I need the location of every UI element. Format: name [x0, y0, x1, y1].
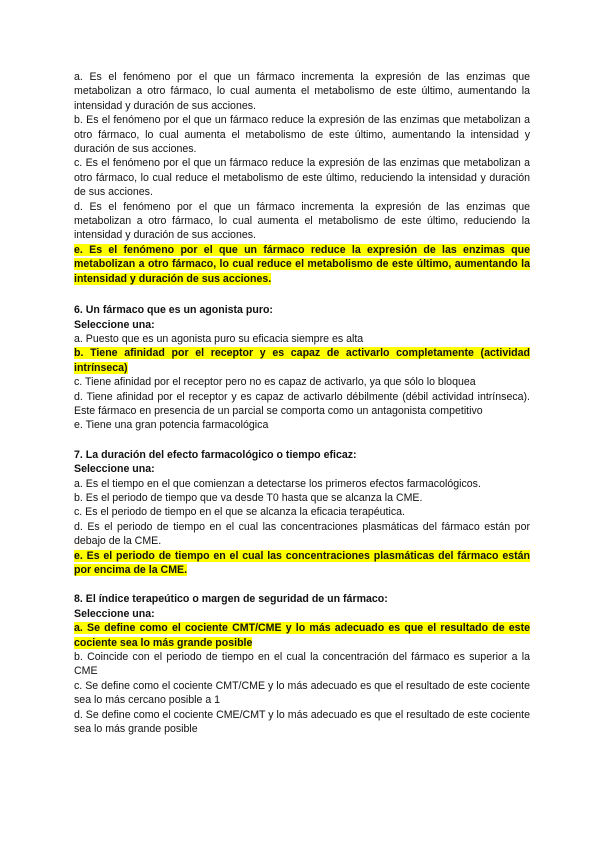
answer-option: a. Es el tiempo en el que comienzan a detectarse los primeros efectos farmacológicos.: [74, 477, 481, 490]
answer-option: b. Coincide con el periodo de tiempo en el cual la concentración del fármaco es superior a la CME: [74, 651, 530, 678]
answer-option: d. Es el periodo de tiempo en el cual las concentraciones plasmáticas del fármaco están por debajo de la CME.: [74, 520, 530, 548]
answer-option: a. Puesto que es un agonista puro su eficacia siempre es alta: [74, 332, 364, 345]
answer-option: b. Es el periodo de tiempo que va desde T0 hasta que se alcanza la CME.: [74, 491, 423, 504]
answer-option: a. Es el fenómeno por el que un fármaco incrementa la expresión de las enzimas que metabolizan a otro fármaco, lo cual aumenta el metabolismo de este último, aumentando la intensidad y duración de sus acciones.: [74, 71, 530, 112]
answer-option: e. Tiene una gran potencia farmacológica: [74, 419, 269, 432]
answer-option: c. Se define como el cociente CMT/CME y lo más adecuado es que el resultado de este cociente sea lo más cercano posible a 1: [74, 679, 530, 707]
question-prompt: Seleccione una:: [74, 318, 155, 331]
answer-option: c. Es el fenómeno por el que un fármaco reduce la expresión de las enzimas que metabolizan a otro fármaco, lo cual reduce el metabolismo de este último, reduciendo la intensidad y duración de sus acciones.: [74, 157, 530, 199]
answer-option: d. Se define como el cociente CME/CMT y lo más adecuado es que el resultado de este cociente sea lo más grande posible: [74, 708, 530, 736]
correct-answer-option: e. Es el periodo de tiempo en el cual las concentraciones plasmáticas del fármaco están por encima de la CME.: [74, 549, 530, 576]
correct-answer-option: b. Tiene afinidad por el receptor y es capaz de activarlo completamente (actividad intrínseca): [74, 347, 530, 374]
answer-option: d. Es el fenómeno por el que un fármaco incrementa la expresión de las enzimas que metabolizan a otro fármaco, lo cual aumenta el metabolismo de este último, reduciendo la intensidad y duración de sus acciones.: [74, 200, 530, 242]
question-prompt: Seleccione una:: [74, 607, 155, 620]
question-title: 7. La duración del efecto farmacológico o tiempo eficaz:: [74, 448, 357, 461]
correct-answer-option: a. Se define como el cociente CMT/CME y lo más adecuado es que el resultado de este cociente sea lo más grande posible: [74, 622, 530, 649]
answer-option: d. Tiene afinidad por el receptor y es capaz de activarlo débilmente (débil actividad intrínseca). Este fármaco en presencia de un parcial se comporta como un antagonista competitivo: [74, 390, 530, 417]
question-title: 6. Un fármaco que es un agonista puro:: [74, 304, 273, 317]
question-title: 8. El índice terapeútico o margen de seguridad de un fármaco:: [74, 593, 388, 606]
correct-answer-option: e. Es el fenómeno por el que un fármaco reduce la expresión de las enzimas que metabolizan a otro fármaco, lo cual reduce el metabolismo de este último, aumentando la intensidad y duración de sus acciones.: [74, 243, 530, 285]
question-prompt: Seleccione una:: [74, 463, 155, 476]
answer-option: b. Es el fenómeno por el que un fármaco reduce la expresión de las enzimas que metabolizan a otro fármaco, lo cual aumenta el metabolismo de este último, aumentando la intensidad y duración de sus acciones.: [74, 114, 530, 156]
answer-option: c. Es el periodo de tiempo en el que se alcanza la eficacia terapéutica.: [74, 506, 405, 519]
answer-option: c. Tiene afinidad por el receptor pero no es capaz de activarlo, ya que sólo lo bloquea: [74, 376, 476, 389]
question-5-block: [74, 70, 530, 736]
